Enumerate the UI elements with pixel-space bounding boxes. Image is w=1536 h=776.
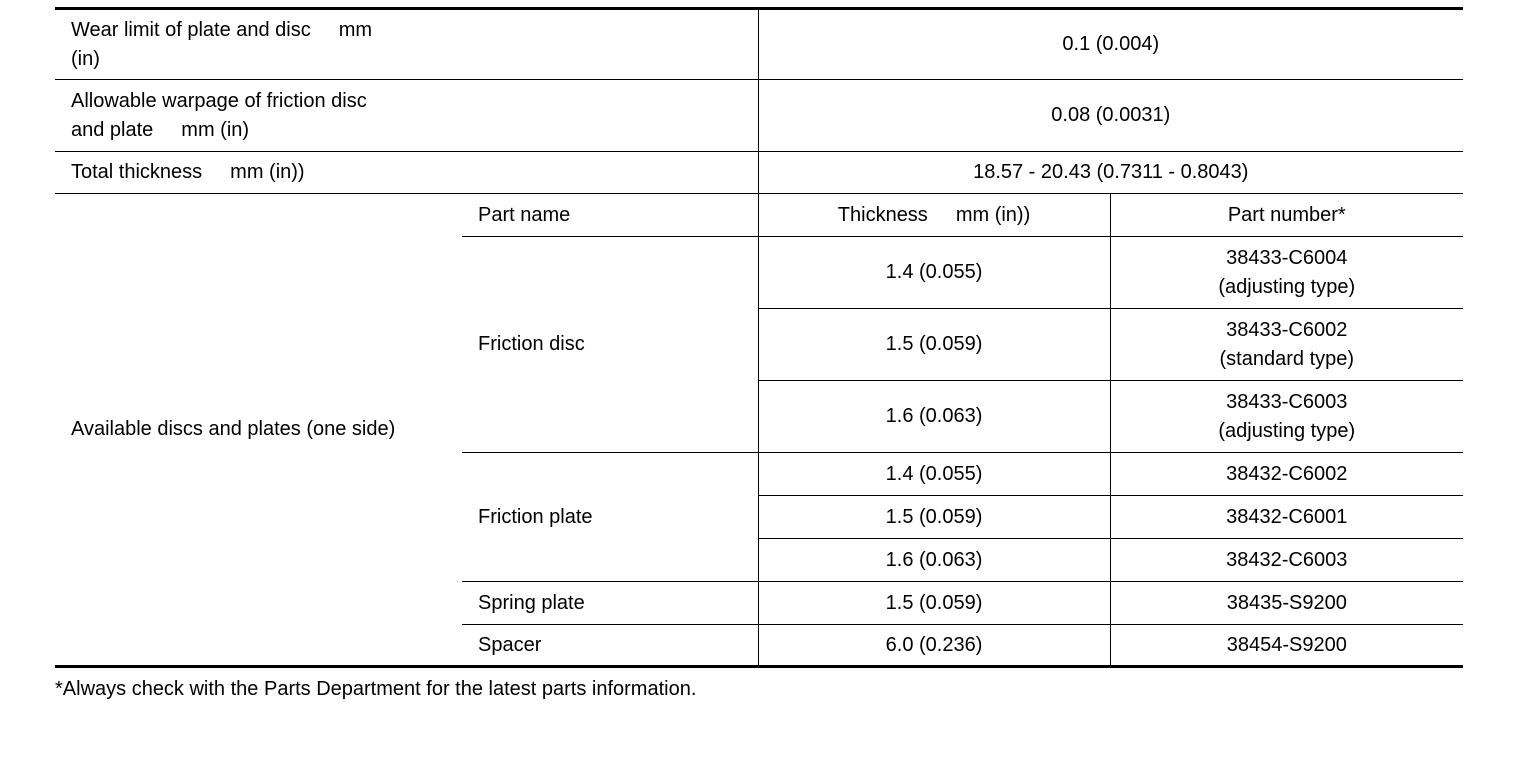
part-name-spring-plate: Spring plate xyxy=(462,582,758,625)
warpage-value: 0.08 (0.0031) xyxy=(758,80,1463,152)
part-number-cell: 38454-S9200 xyxy=(1110,625,1463,667)
table-row xyxy=(55,9,1463,80)
thickness-cell: 1.5 (0.059) xyxy=(758,309,1110,381)
part-name-friction-disc: Friction disc xyxy=(462,237,758,453)
thickness-cell: 6.0 (0.236) xyxy=(758,625,1110,667)
warpage-label: Allowable warpage of friction disc and plate mm (in) xyxy=(55,80,758,152)
thickness-cell: 1.5 (0.059) xyxy=(758,582,1110,625)
part-number-cell: 38433-C6003 (adjusting type) xyxy=(1110,381,1463,453)
part-number-cell: 38432-C6003 xyxy=(1110,539,1463,582)
col-header-thickness: Thickness mm (in)) xyxy=(758,194,1110,237)
col-header-part-name: Part name xyxy=(462,194,758,237)
service-data-table xyxy=(55,7,1463,668)
thickness-cell: 1.5 (0.059) xyxy=(758,496,1110,539)
part-number-cell: 38432-C6002 xyxy=(1110,453,1463,496)
total-thickness-value: 18.57 - 20.43 (0.7311 - 0.8043) xyxy=(758,152,1463,194)
part-name-friction-plate: Friction plate xyxy=(462,453,758,582)
total-thickness-label: Total thickness mm (in)) xyxy=(55,152,758,194)
parts-footnote: *Always check with the Parts Department for the latest parts information. xyxy=(55,678,697,700)
col-header-part-number: Part number* xyxy=(1110,194,1463,237)
part-number-cell: 38435-S9200 xyxy=(1110,582,1463,625)
thickness-cell: 1.6 (0.063) xyxy=(758,381,1110,453)
part-name-spacer: Spacer xyxy=(462,625,758,667)
thickness-cell: 1.4 (0.055) xyxy=(758,237,1110,309)
wear-limit-value: 0.1 (0.004) xyxy=(758,9,1463,80)
part-number-cell: 38433-C6002 (standard type) xyxy=(1110,309,1463,381)
wear-limit-label: Wear limit of plate and disc mm (in) xyxy=(71,18,373,70)
part-number-cell: 38433-C6004 (adjusting type) xyxy=(1110,237,1463,309)
thickness-cell: 1.4 (0.055) xyxy=(758,453,1110,496)
part-number-cell: 38432-C6001 xyxy=(1110,496,1463,539)
table-row xyxy=(55,152,1463,194)
table-row xyxy=(55,80,1463,152)
available-discs-label: Available discs and plates (one side) xyxy=(55,194,462,667)
thickness-cell: 1.6 (0.063) xyxy=(758,539,1110,582)
table-header-row xyxy=(55,194,1463,237)
